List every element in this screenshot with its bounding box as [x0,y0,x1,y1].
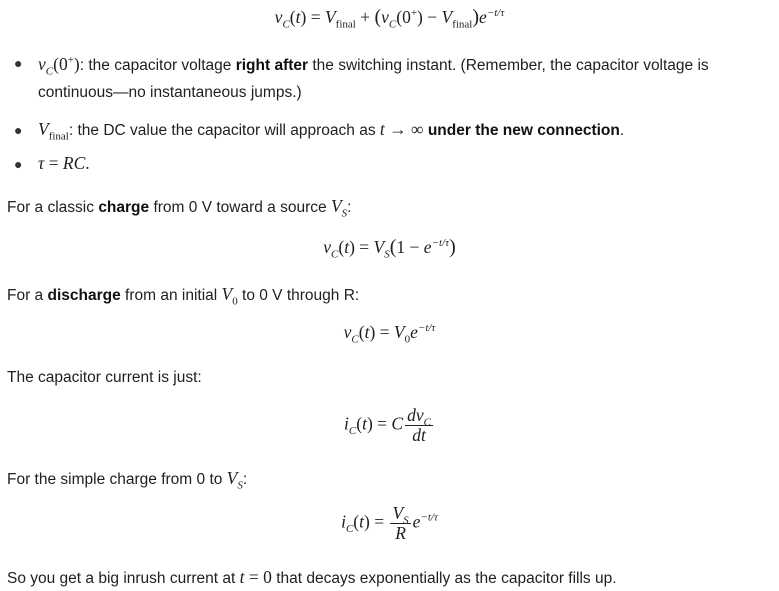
current-equation: $i_C(t) = C$ $\frac{dv_C}{dt}$ [344,405,431,445]
final-subscript-2: final [452,18,473,31]
discharge-equation: $v_C(t) = V_0e^{-t/\tau}$ [343,322,436,346]
bold-right-after: right after [235,57,309,74]
bold-discharge: discharge [47,287,121,304]
inrush-current-equation: $i_C(t)$ = $\frac{V_S}{R}$ $e^{-t/\tau}$ [341,503,438,543]
conclusion: So you get a big inrush current at t = 0 that decays exponentially as the capacitor fills up. [7,567,617,587]
bullet-initial-voltage: $v_C(0^+)$: the capacitor voltage right after the switching instant. (Remember, the capacitor voltage is [38,54,709,78]
general-solution-equation: $v_C(t) = V_{final} + (v_C(0^+) - V_{final})e^{-t/\tau}$ [274,6,505,31]
bullet-dot: ● [14,156,23,172]
bullet-dot: ● [14,122,23,138]
charge-intro: For a classic charge from 0 V toward a source $V_S$: [7,196,352,220]
bold-new-connection: under the new connection [427,122,620,139]
discharge-intro: For a discharge from an initial $V_0$ to 0 V through R: [7,284,360,308]
final-subscript: final [335,18,356,31]
current-intro: The capacitor current is just: [7,369,202,386]
bullet-dot: ● [14,55,23,71]
bold-charge: charge [98,199,150,216]
bullet-initial-voltage-cont: continuous—no instantaneous jumps.) [38,84,302,101]
bullet-final-voltage: $V_{final}$: the DC value the capacitor will approach as t → ∞ under the new connection. [38,119,625,143]
bullet-tau: τ = RC. [38,153,90,173]
simple-charge-intro: For the simple charge from 0 to $V_S$: [7,468,248,492]
charge-equation: $v_C(t) = V_S(1 - e^{-t/\tau})$ [323,236,456,261]
